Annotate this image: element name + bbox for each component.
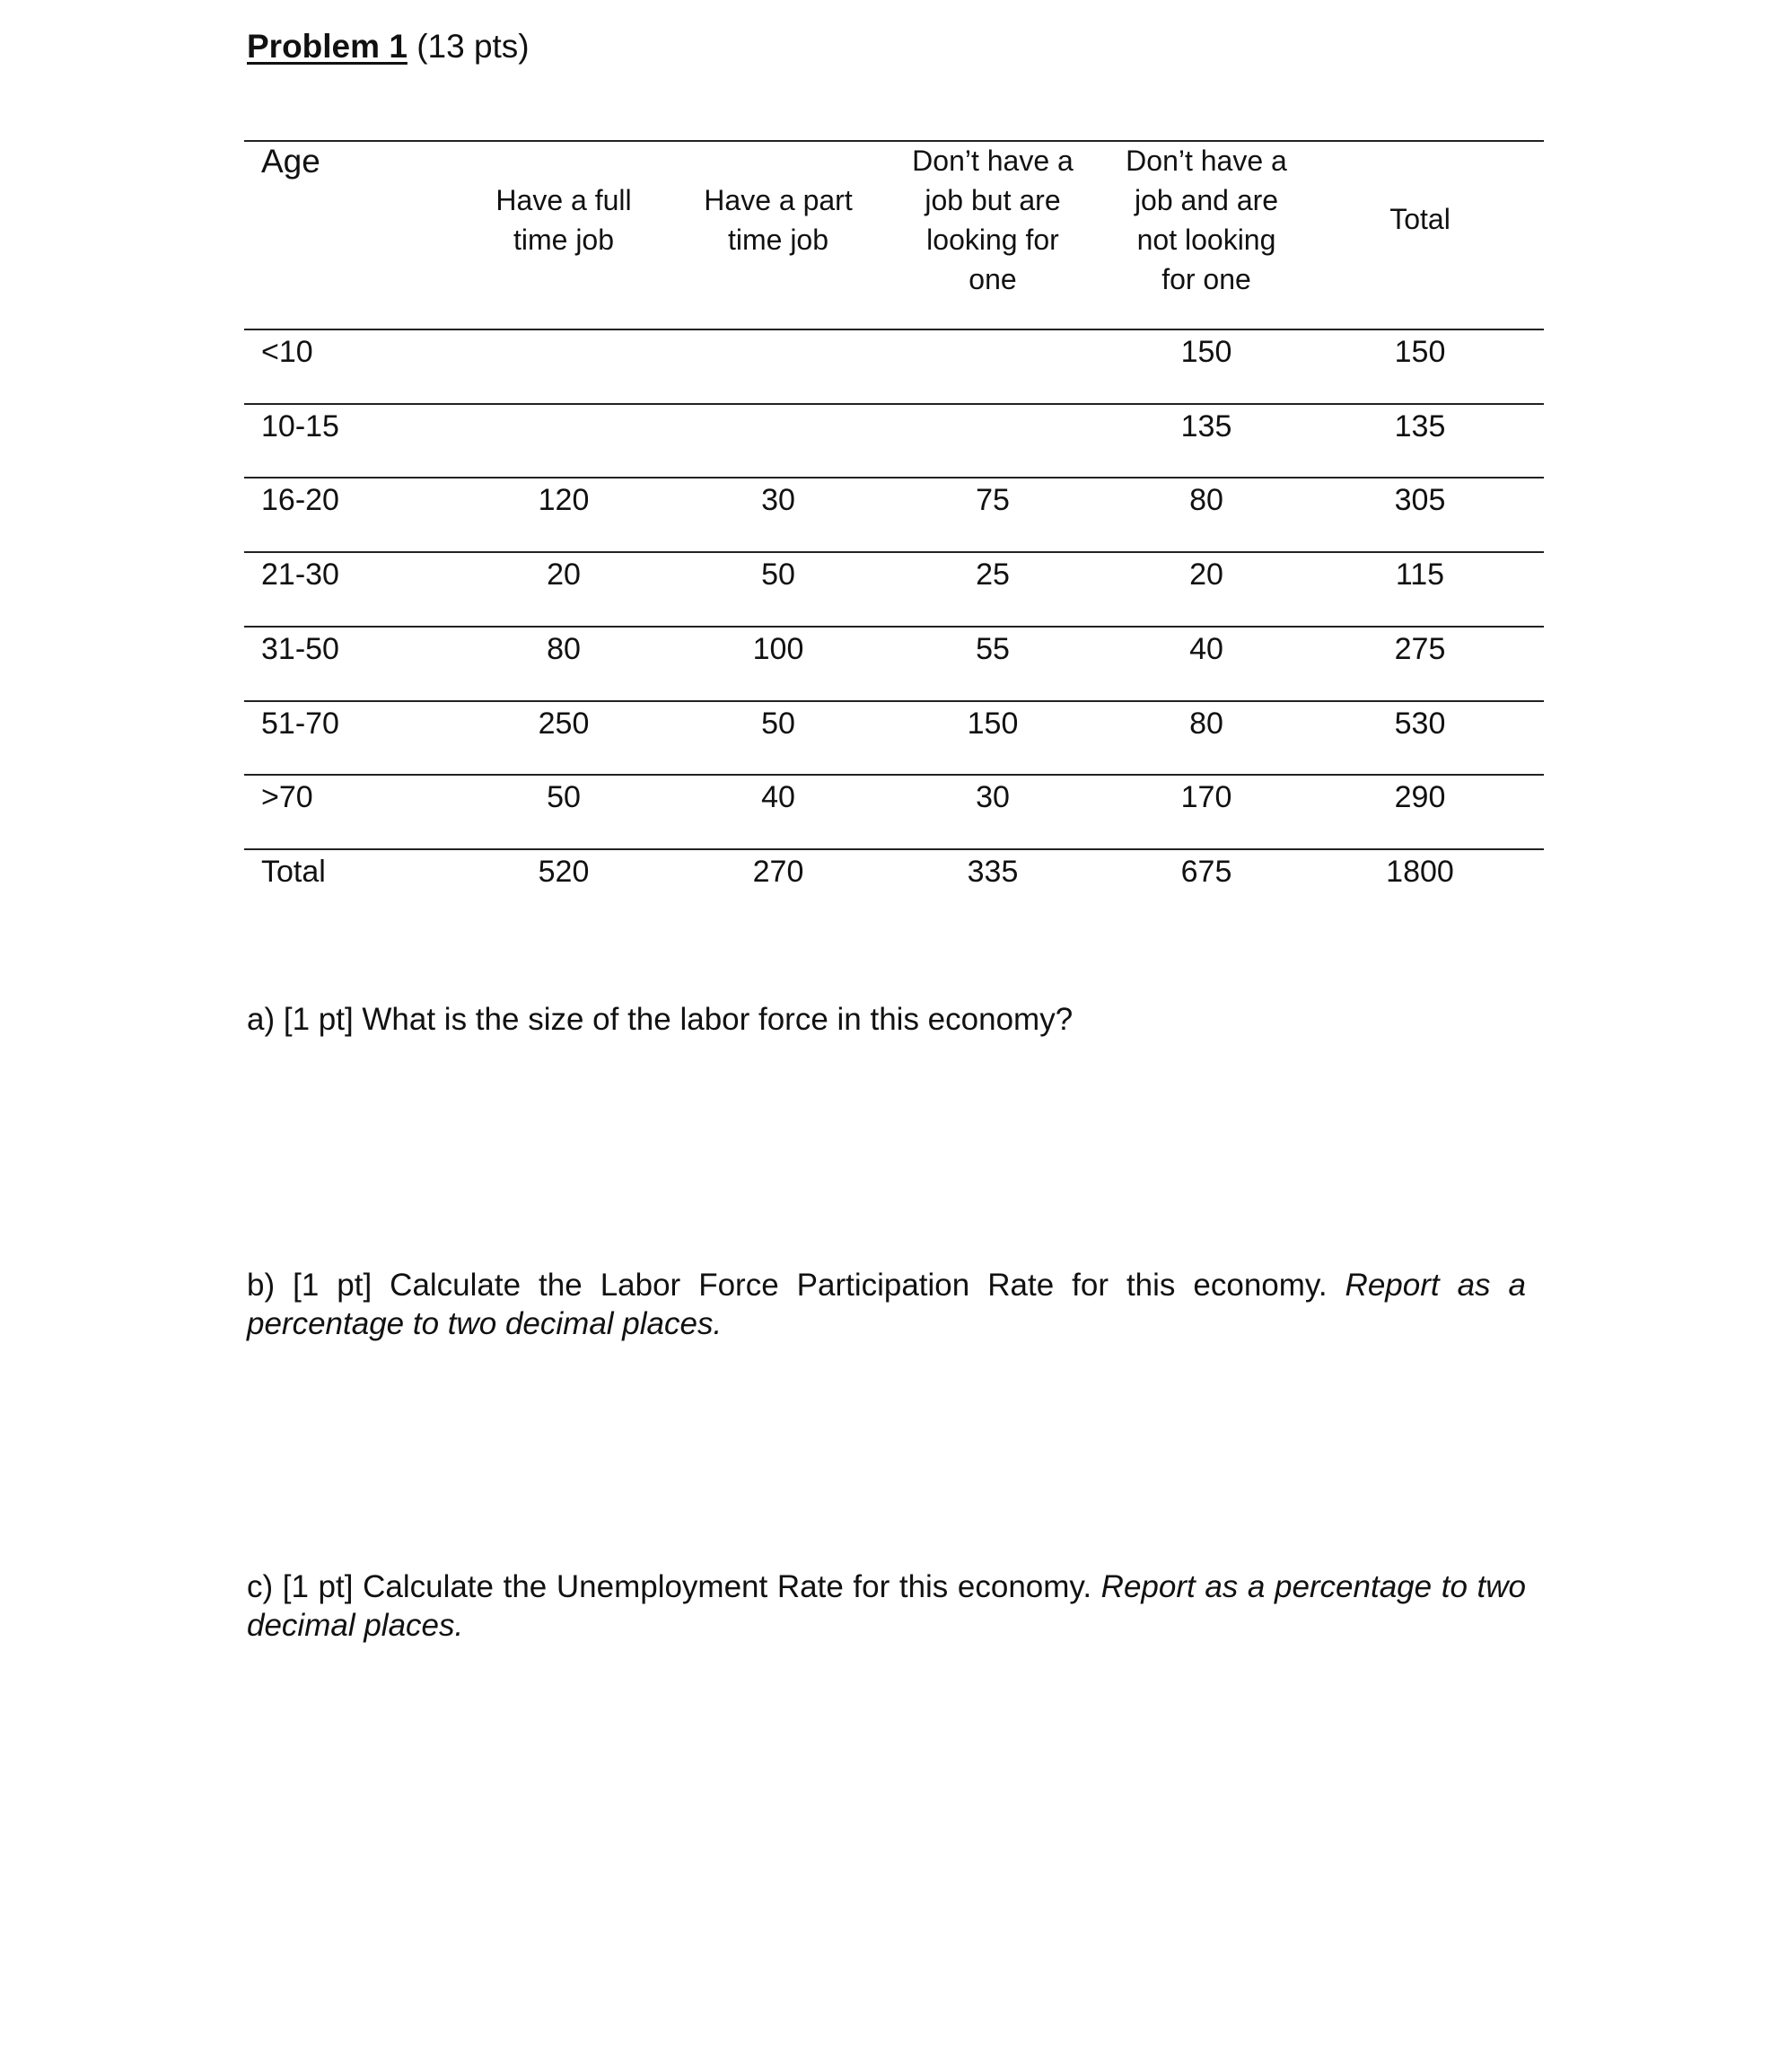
cell-total: 1800 <box>1386 855 1454 889</box>
cell-not-looking: 150 <box>1180 335 1232 369</box>
question-b-instruction-1: Report as a <box>1345 1268 1526 1303</box>
table-rule <box>244 403 1544 405</box>
cell-total: 115 <box>1395 558 1445 592</box>
header-age: Age <box>261 143 320 180</box>
question-b <box>247 1266 1526 1343</box>
cell-not-looking: 135 <box>1180 409 1232 443</box>
cell-full-time: 250 <box>538 707 590 741</box>
table-rule <box>244 774 1544 776</box>
cell-full-time: 50 <box>547 780 581 814</box>
cell-not-looking: 170 <box>1180 780 1232 814</box>
question-c-instruction-2: decimal places. <box>247 1608 464 1643</box>
header-full-time: Have a full time job <box>495 184 632 256</box>
cell-not-looking: 80 <box>1189 707 1223 741</box>
cell-full-time: 80 <box>547 632 581 666</box>
problem-points: (13 pts) <box>416 28 530 65</box>
cell-total: 530 <box>1394 707 1446 741</box>
cell-part-time: 50 <box>761 558 795 592</box>
row-age: >70 <box>261 780 313 814</box>
row-age: 31-50 <box>261 632 339 666</box>
row-age: 16-20 <box>261 483 339 517</box>
cell-looking: 75 <box>976 483 1010 517</box>
question-c <box>247 1567 1526 1645</box>
question-c-text: c) [1 pt] Calculate the Unemployment Rate for this economy. <box>247 1569 1092 1604</box>
cell-full-time: 520 <box>538 855 590 889</box>
problem-title <box>247 25 530 68</box>
cell-total: 150 <box>1394 335 1446 369</box>
cell-part-time: 270 <box>752 855 804 889</box>
question-b-instruction-2: percentage to two decimal places. <box>247 1306 723 1341</box>
problem-label: Problem 1 <box>247 28 408 65</box>
table-rule <box>244 551 1544 553</box>
cell-not-looking: 40 <box>1189 632 1223 666</box>
question-b-text: b) [1 pt] Calculate the Labor Force Participation Rate for this economy. <box>247 1268 1328 1303</box>
row-age: 51-70 <box>261 707 339 741</box>
table-rule <box>244 848 1544 850</box>
cell-part-time: 30 <box>761 483 795 517</box>
cell-total: 305 <box>1394 483 1446 517</box>
table-rule-header <box>244 329 1544 330</box>
header-not-looking: Don’t have a job and are not looking for one <box>1126 145 1287 295</box>
cell-looking: 335 <box>967 855 1019 889</box>
header-total: Total <box>1389 203 1451 235</box>
cell-total: 275 <box>1394 632 1446 666</box>
cell-full-time: 20 <box>547 558 581 592</box>
question-c-instruction-1: Report as a percentage to two <box>1100 1569 1526 1604</box>
cell-looking: 55 <box>976 632 1010 666</box>
row-age: 21-30 <box>261 558 339 592</box>
cell-part-time: 100 <box>752 632 804 666</box>
table-rule <box>244 700 1544 702</box>
cell-part-time: 40 <box>761 780 795 814</box>
cell-not-looking: 675 <box>1180 855 1232 889</box>
row-age: <10 <box>261 335 313 369</box>
question-a: a) [1 pt] What is the size of the labor force in this economy? <box>247 1002 1074 1037</box>
cell-full-time: 120 <box>538 483 590 517</box>
table-rule <box>244 477 1544 478</box>
header-looking: Don’t have a job but are looking for one <box>912 145 1074 295</box>
header-part-time: Have a part time job <box>704 184 853 256</box>
cell-looking: 30 <box>976 780 1010 814</box>
cell-looking: 150 <box>967 707 1019 741</box>
cell-not-looking: 80 <box>1189 483 1223 517</box>
cell-total: 135 <box>1394 409 1446 443</box>
cell-not-looking: 20 <box>1189 558 1223 592</box>
cell-part-time: 50 <box>761 707 795 741</box>
row-age: 10-15 <box>261 409 339 443</box>
row-age: Total <box>261 855 326 889</box>
cell-total: 290 <box>1394 780 1446 814</box>
cell-looking: 25 <box>976 558 1010 592</box>
table-rule <box>244 626 1544 628</box>
